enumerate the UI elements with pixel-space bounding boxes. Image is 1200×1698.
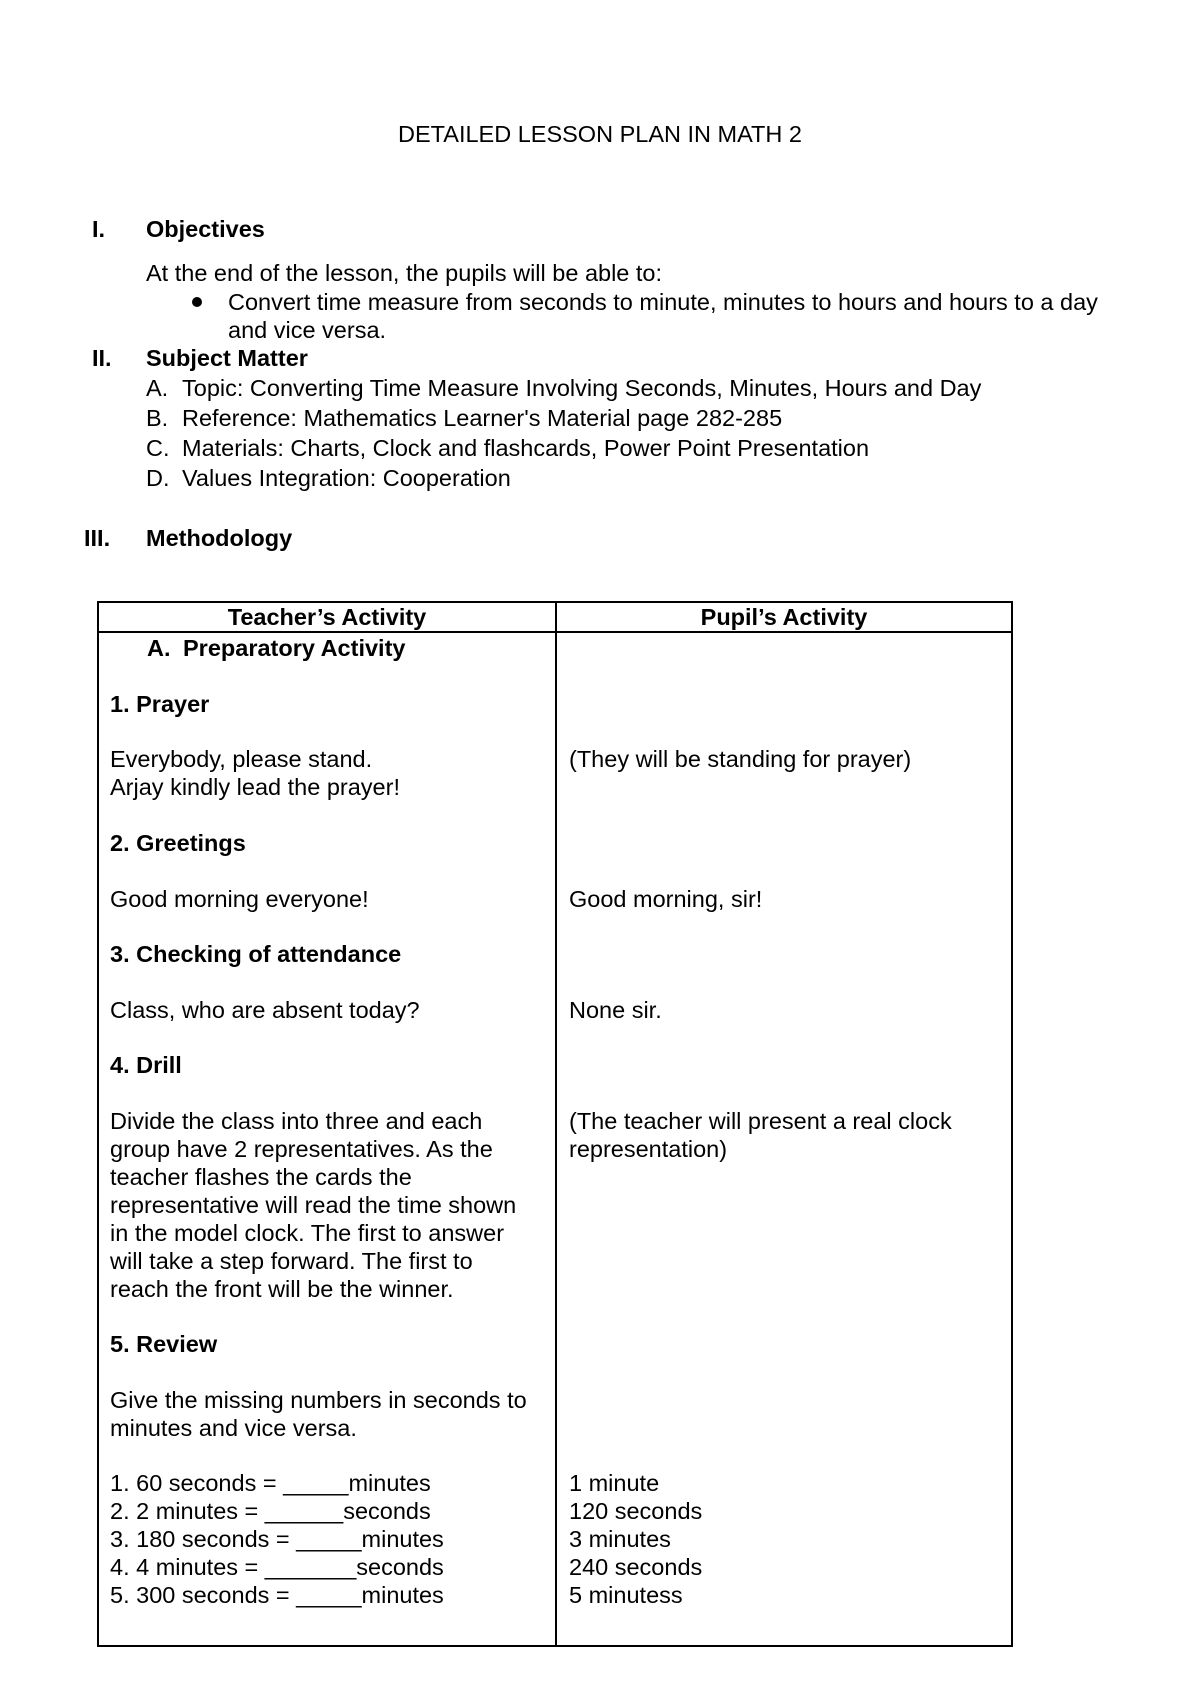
- bullet-icon: [190, 295, 204, 309]
- drill-heading: 4. Drill: [110, 1052, 182, 1078]
- review-item: 2. 2 minutes = ______seconds: [110, 1498, 431, 1524]
- objective-bullet-line1: Convert time measure from seconds to minute, minutes to hours and hours to a day: [228, 289, 1098, 315]
- drill-teacher-line: in the model clock. The first to answer: [110, 1220, 505, 1246]
- review-item: 3. 180 seconds = _____minutes: [110, 1526, 444, 1552]
- subject-item-letter: C.: [146, 435, 170, 461]
- drill-pupil-line: (The teacher will present a real clock: [569, 1108, 952, 1134]
- greetings-teacher: Good morning everyone!: [110, 886, 369, 912]
- preparatory-letter: A.: [147, 635, 171, 661]
- subject-matter-number: II.: [92, 345, 112, 371]
- subject-item-topic: Topic: Converting Time Measure Involving Seconds, Minutes, Hours and Day: [182, 375, 982, 401]
- review-intro-line: Give the missing numbers in seconds to: [110, 1387, 527, 1413]
- attendance-pupil: None sir.: [569, 997, 662, 1023]
- subject-item-materials: Materials: Charts, Clock and flashcards, Power Point Presentation: [182, 435, 870, 461]
- teacher-activity-header: Teacher’s Activity: [98, 602, 556, 632]
- drill-teacher-line: reach the front will be the winner.: [110, 1276, 454, 1302]
- review-answer: 120 seconds: [569, 1498, 703, 1524]
- objectives-number: I.: [92, 216, 106, 242]
- review-answer: 1 minute: [569, 1470, 660, 1496]
- objectives-heading: Objectives: [146, 216, 265, 242]
- greetings-heading: 2. Greetings: [110, 830, 246, 856]
- review-answer: 5 minutess: [569, 1582, 683, 1608]
- prayer-heading: 1. Prayer: [110, 691, 210, 717]
- review-answer: 240 seconds: [569, 1554, 703, 1580]
- pupil-activity-cell: [556, 632, 1012, 1646]
- document-title: DETAILED LESSON PLAN IN MATH 2: [398, 121, 802, 147]
- prayer-teacher-line: Everybody, please stand.: [110, 746, 373, 772]
- objectives-intro: At the end of the lesson, the pupils will be able to:: [146, 260, 663, 286]
- subject-item-letter: D.: [146, 465, 170, 491]
- teacher-activity-cell: [98, 632, 556, 1646]
- methodology-table: [97, 601, 1013, 1647]
- review-item: 5. 300 seconds = _____minutes: [110, 1582, 444, 1608]
- subject-item-letter: B.: [146, 405, 169, 431]
- prayer-pupil: (They will be standing for prayer): [569, 746, 912, 772]
- methodology-heading: Methodology: [146, 525, 293, 551]
- drill-teacher-line: group have 2 representatives. As the: [110, 1136, 493, 1162]
- drill-teacher-line: teacher flashes the cards the: [110, 1164, 412, 1190]
- drill-teacher-line: representative will read the time shown: [110, 1192, 517, 1218]
- preparatory-activity-heading: Preparatory Activity: [183, 635, 406, 661]
- drill-pupil-line: representation): [569, 1136, 728, 1162]
- subject-item-reference: Reference: Mathematics Learner's Material page 282-285: [182, 405, 783, 431]
- subject-item-values: Values Integration: Cooperation: [182, 465, 511, 491]
- review-item: 4. 4 minutes = _______seconds: [110, 1554, 444, 1580]
- review-intro-line: minutes and vice versa.: [110, 1415, 357, 1441]
- drill-teacher-line: will take a step forward. The first to: [110, 1248, 473, 1274]
- review-item: 1. 60 seconds = _____minutes: [110, 1470, 431, 1496]
- objective-bullet-line2: and vice versa.: [228, 317, 387, 343]
- prayer-teacher-line: Arjay kindly lead the prayer!: [110, 774, 400, 800]
- methodology-number: III.: [84, 525, 111, 551]
- review-heading: 5. Review: [110, 1331, 218, 1357]
- attendance-heading: 3. Checking of attendance: [110, 941, 402, 967]
- greetings-pupil: Good morning, sir!: [569, 886, 763, 912]
- attendance-teacher: Class, who are absent today?: [110, 997, 420, 1023]
- subject-item-letter: A.: [146, 375, 169, 401]
- subject-matter-heading: Subject Matter: [146, 345, 308, 371]
- drill-teacher-line: Divide the class into three and each: [110, 1108, 483, 1134]
- review-answer: 3 minutes: [569, 1526, 671, 1552]
- pupil-activity-header: Pupil’s Activity: [556, 602, 1012, 632]
